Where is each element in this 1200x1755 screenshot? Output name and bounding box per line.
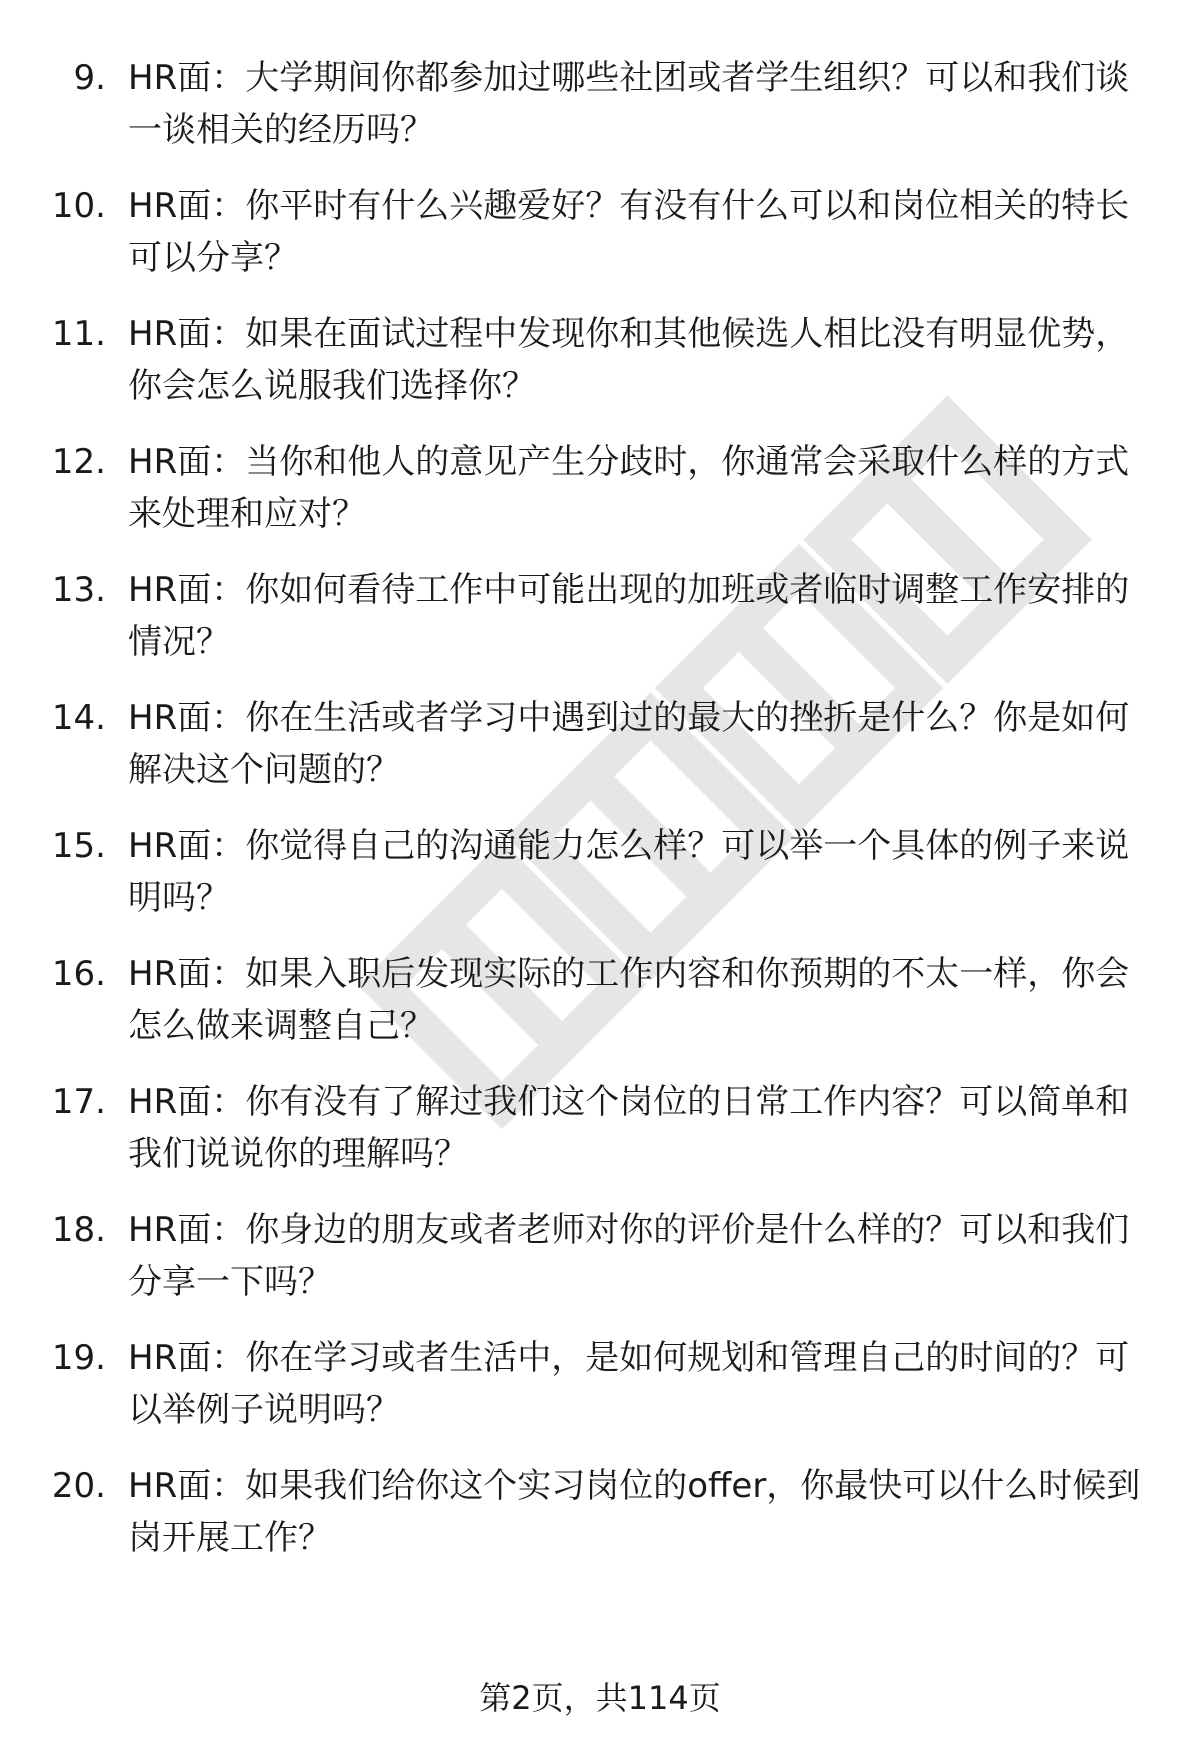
question-text: HR面：当你和他人的意见产生分歧时，你通常会采取什么样的方式来处理和应对？ <box>128 442 1130 534</box>
question-number: 17. <box>51 1082 106 1122</box>
list-item <box>0 1460 1200 1588</box>
question-text: HR面：如果入职后发现实际的工作内容和你预期的不太一样，你会怎么做来调整自己？ <box>128 954 1130 1046</box>
question-text: HR面：你在生活或者学习中遇到过的最大的挫折是什么？你是如何解决这个问题的？ <box>128 698 1130 790</box>
question-number: 15. <box>51 826 106 866</box>
question-number: 12. <box>51 442 106 482</box>
question-list <box>0 52 1200 1588</box>
question-number: 19. <box>51 1338 106 1378</box>
question-text: HR面：你平时有什么兴趣爱好？有没有什么可以和岗位相关的特长可以分享？ <box>128 186 1130 278</box>
question-text: HR面：大学期间你都参加过哪些社团或者学生组织？可以和我们谈一谈相关的经历吗？ <box>128 58 1130 150</box>
question-number: 11. <box>51 314 106 354</box>
question-number: 16. <box>51 954 106 994</box>
list-item <box>0 1076 1200 1204</box>
list-item <box>0 1332 1200 1460</box>
question-text: HR面：你如何看待工作中可能出现的加班或者临时调整工作安排的情况？ <box>128 570 1130 662</box>
page-number-footer: 第2页，共114页 <box>479 1679 721 1717</box>
question-text: HR面：你觉得自己的沟通能力怎么样？可以举一个具体的例子来说明吗？ <box>128 826 1130 918</box>
list-item <box>0 180 1200 308</box>
list-item <box>0 1204 1200 1332</box>
question-text: HR面：如果在面试过程中发现你和其他候选人相比没有明显优势，你会怎么说服我们选择你？ <box>128 314 1130 406</box>
question-number: 14. <box>51 698 106 738</box>
question-number: 9. <box>73 58 106 98</box>
question-text: HR面：你身边的朋友或者老师对你的评价是什么样的？可以和我们分享一下吗？ <box>128 1210 1130 1302</box>
list-item <box>0 52 1200 180</box>
question-text: HR面：你有没有了解过我们这个岗位的日常工作内容？可以简单和我们说说你的理解吗？ <box>128 1082 1130 1174</box>
list-item <box>0 308 1200 436</box>
question-number: 20. <box>51 1466 106 1506</box>
question-number: 18. <box>51 1210 106 1250</box>
question-text: HR面：如果我们给你这个实习岗位的offer，你最快可以什么时候到岗开展工作？ <box>128 1466 1141 1558</box>
list-item <box>0 564 1200 692</box>
question-number: 13. <box>51 570 106 610</box>
list-item <box>0 692 1200 820</box>
list-item <box>0 948 1200 1076</box>
list-item <box>0 820 1200 948</box>
question-number: 10. <box>51 186 106 226</box>
list-item <box>0 436 1200 564</box>
question-text: HR面：你在学习或者生活中，是如何规划和管理自己的时间的？可以举例子说明吗？ <box>128 1338 1130 1430</box>
